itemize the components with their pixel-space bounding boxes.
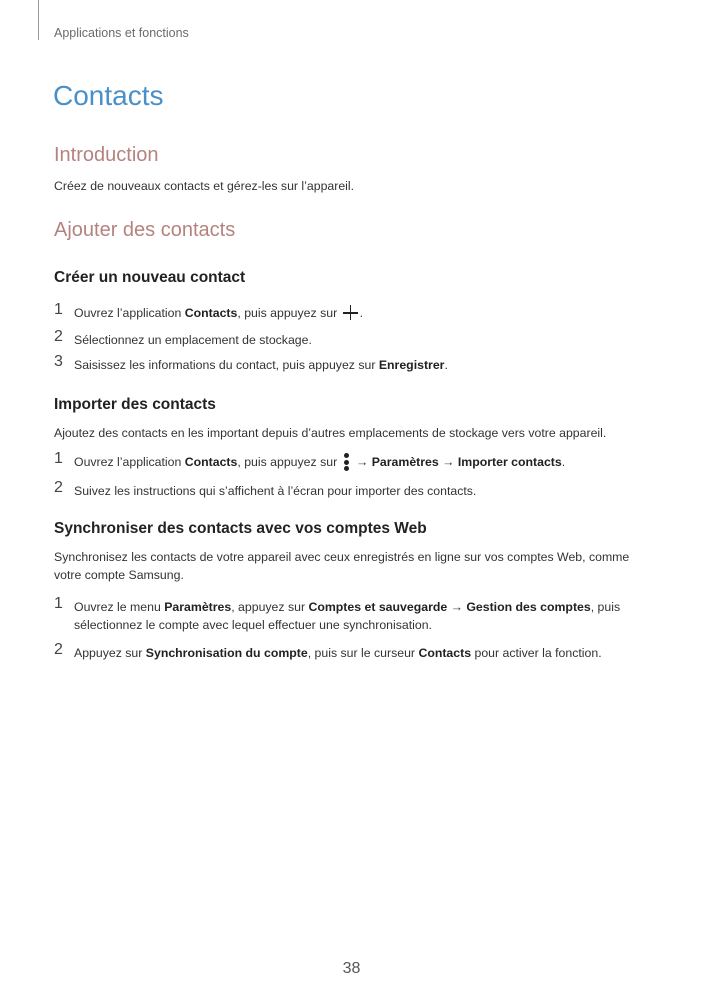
step-number: 2	[54, 479, 63, 496]
settings-label: Paramètres	[164, 600, 232, 614]
import-contacts-text: Ajoutez des contacts en les important depuis d’autres emplacements de stockage vers votre appareil.	[54, 426, 607, 440]
step-text: Ouvrez l’application Contacts, puis appuyez sur → Paramètres → Importer contacts.	[74, 455, 566, 469]
step-number: 1	[54, 450, 63, 467]
header-divider	[38, 0, 39, 40]
add-contacts-heading: Ajouter des contacts	[54, 219, 236, 241]
step-text: Ouvrez l’application Contacts, puis appuyez sur .	[74, 306, 363, 320]
step-text: Sélectionnez un emplacement de stockage.	[74, 333, 312, 347]
sync-contacts-text: Synchronisez les contacts de votre appareil avec ceux enregistrés en ligne sur vos comptes Web, comme votre compte Samsung.	[54, 550, 630, 582]
page-title: Contacts	[53, 80, 164, 111]
import-contacts-heading: Importer des contacts	[54, 396, 216, 413]
settings-label: Paramètres	[371, 455, 439, 469]
step-number: 2	[54, 641, 63, 658]
step-number: 3	[54, 353, 63, 370]
step-text: Suivez les instructions qui s’affichent à l’écran pour importer des contacts.	[74, 484, 477, 498]
step-text: Ouvrez le menu Paramètres, appuyez sur Comptes et sauvegarde → Gestion des comptes, puis sélectionnez le compte avec lequel effectuer une synchronisation.	[74, 600, 621, 632]
step-number: 1	[54, 595, 63, 612]
step-number: 1	[54, 301, 63, 318]
save-label: Enregistrer	[378, 358, 445, 372]
introduction-text: Créez de nouveaux contacts et gérez-les sur l’appareil.	[54, 179, 355, 193]
manage-accounts-label: Gestion des comptes	[466, 600, 591, 614]
step-text: Appuyez sur Synchronisation du compte, puis sur le curseur Contacts pour activer la fonction.	[74, 646, 602, 660]
contacts-switch-label: Contacts	[418, 646, 472, 660]
step-text: Saisissez les informations du contact, puis appuyez sur Enregistrer.	[74, 358, 448, 372]
plus-icon	[342, 304, 359, 321]
sync-contacts-heading: Synchroniser des contacts avec vos comptes Web	[54, 520, 427, 537]
contacts-app-label: Contacts	[184, 455, 238, 469]
more-options-icon	[343, 453, 351, 471]
accounts-backup-label: Comptes et sauvegarde	[308, 600, 448, 614]
step-number: 2	[54, 328, 63, 345]
create-contact-heading: Créer un nouveau contact	[54, 269, 246, 286]
introduction-heading: Introduction	[54, 144, 159, 166]
contacts-app-label: Contacts	[184, 306, 238, 320]
sync-account-label: Synchronisation du compte	[145, 646, 308, 660]
section-header: Applications et fonctions	[54, 26, 189, 40]
import-contacts-label: Importer contacts	[457, 455, 562, 469]
page-number: 38	[342, 960, 361, 977]
